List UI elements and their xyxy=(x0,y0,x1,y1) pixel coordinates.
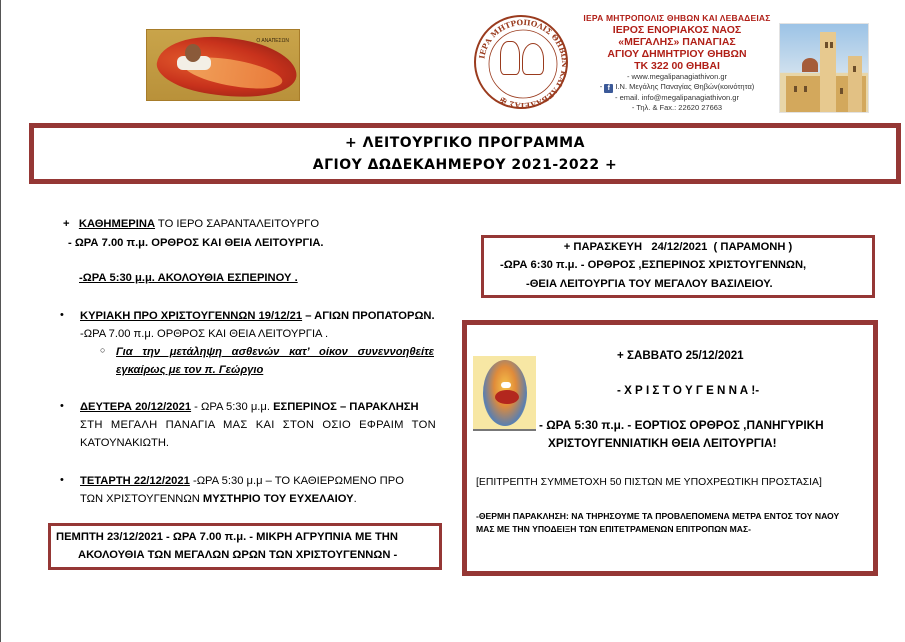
friday-box xyxy=(481,235,875,298)
bullet-icon: • xyxy=(60,474,64,486)
church-window xyxy=(840,88,843,94)
email-link[interactable]: - email. info@megalipanagiathivon.gr xyxy=(615,93,739,102)
church-info-block xyxy=(572,13,782,113)
request-line-2: ΜΑΣ ΜΕ ΤΗΝ ΥΠΟΔΕΙΞΗ ΤΩΝ ΕΠΙΤΕΤΡΑΜΕΝΩΝ ΕΠΙΤΡΟΠΩΝ ΜΑΣ- xyxy=(476,524,751,534)
church-dome xyxy=(802,58,818,72)
icon-head xyxy=(185,44,201,62)
monday-date: ΔΕΥΤΕΡΑ 20/12/2021 xyxy=(80,401,192,413)
attendance-notice: [ΕΠΙΤΡΕΠΤΗ ΣΥΜΜΕΤΟΧΗ 50 ΠΙΣΤΩΝ ΜΕ ΥΠΟΧΡΕΩΤΙΚΗ ΠΡΟΣΤΑΣΙΑ] xyxy=(476,477,822,488)
wednesday-line-2 xyxy=(80,492,357,507)
nativity-christ-child xyxy=(501,382,511,388)
daily-vespers: -ΩΡΑ 5:30 μ.μ. ΑΚΟΛΟΥΘΙΑ ΕΣΠΕΡΙΝΟΥ . xyxy=(79,272,298,284)
church-bell-tower-main xyxy=(820,32,836,113)
seal-figures xyxy=(500,39,546,79)
sunday-note-line-2: εγκαίρως με τον π. Γεώργιο xyxy=(116,364,264,376)
postal-code: ΤΚ 322 00 ΘΗΒΑΙ xyxy=(634,60,720,72)
daily-morning: - ΩΡΑ 7.00 π.μ. ΟΡΘΡΟΣ ΚΑΙ ΘΕΙΑ ΛΕΙΤΟΥΡΓΙΑ. xyxy=(68,237,324,249)
monday-line-3: ΚΑΤΟΥΝΑΚΙΩΤΗ. xyxy=(80,437,170,449)
monday-service: ΕΣΠΕΡΙΝΟΣ – ΠΑΡΑΚΛΗΣΗ xyxy=(273,401,419,413)
monday-time: - ΩΡΑ 5:30 μ.μ. xyxy=(191,401,274,413)
facebook-link[interactable] xyxy=(572,82,782,93)
request-line-1: -ΘΕΡΜΗ ΠΑΡΑΚΛΗΣΗ: ΝΑ ΤΗΡΗΣΟΥΜΕ ΤΑ ΠΡΟΒΛΕΠΟΜΕΝΑ ΜΕΤΡΑ ΕΝΤΟΣ ΤΟΥ ΝΑΟΥ xyxy=(476,511,840,521)
sunday-feast: – ΑΓΙΩΝ ΠΡΟΠΑΤΟΡΩΝ. xyxy=(302,310,435,322)
thursday-box xyxy=(48,523,442,570)
page-left-edge xyxy=(0,0,1,642)
facebook-icon: f xyxy=(604,84,613,93)
sunday-service: -ΩΡΑ 7.00 π.μ. ΟΡΘΡΟΣ ΚΑΙ ΘΕΙΑ ΛΕΙΤΟΥΡΓΙΑ . xyxy=(80,328,329,340)
parish-saint: ΑΓΙΟΥ ΔΗΜΗΤΡΙΟΥ ΘΗΒΩΝ xyxy=(607,48,747,60)
wednesday-sacrament: ΜΥΣΤΗΡΙΟ ΤΟΥ ΕΥΧΕΛΑΙΟΥ xyxy=(202,493,354,505)
seal-figure-virgin xyxy=(500,41,520,75)
christmas-title: - Χ Ρ Ι Σ Τ Ο Υ Γ Ε Ν Ν Α !- xyxy=(617,384,760,397)
wednesday-end: . xyxy=(353,493,357,505)
church-window xyxy=(853,66,856,72)
christmas-service-line-1: - ΩΡΑ 5:30 π.μ. - ΕΟΡΤΙΟΣ ΟΡΘΡΟΣ ,ΠΑΝΗΓΥΡΙΚΗ xyxy=(539,418,824,432)
seal-figure-saint xyxy=(522,43,544,75)
daily-heading-rest: ΤΟ ΙΕΡΟ ΣΑΡΑΝΤΑΛΕΙΤΟΥΡΓΟ xyxy=(155,218,320,230)
metropolis-name: ΙΕΡΑ ΜΗΤΡΟΠΟΛΙΣ ΘΗΒΩΝ ΚΑΙ ΛΕΒΑΔΕΙΑΣ xyxy=(583,13,771,23)
title-banner xyxy=(29,123,901,184)
facebook-label: Ι.Ν. Μεγάλης Παναγίας Θηβών(κοινότητα) xyxy=(613,82,755,91)
wednesday-date: ΤΕΤΑΡΤΗ 22/12/2021 xyxy=(80,475,190,487)
website-link[interactable]: - www.megalipanagiathivon.gr xyxy=(626,72,728,81)
title-line-2: ΑΓΙΟΥ ΔΩΔΕΚΑΗΜΕΡΟΥ 2021-2022 + xyxy=(312,157,618,173)
bullet-icon: • xyxy=(60,400,64,412)
wednesday-time: -ΩΡΑ 5:30 μ.μ – ΤΟ ΚΑΘΙΕΡΩΜΕΝΟ ΠΡΟ xyxy=(189,475,404,487)
facebook-prefix: - xyxy=(599,82,605,91)
church-window xyxy=(794,86,797,92)
monday-line-2: ΣΤΗ ΜΕΓΑΛΗ ΠΑΝΑΓΙΑ ΜΑΣ ΚΑΙ ΣΤΟΝ ΟΣΙΟ ΕΦΡΑΙΜ ΤΟΝ xyxy=(80,419,436,431)
sub-bullet-icon: ○ xyxy=(100,345,106,355)
sunday-note-line-1: Για την μετάληψη ασθενών κατ’ οίκον συνεννοηθείτε xyxy=(116,346,434,358)
svg-text:ΙΕΡΑ ΜΗΤΡΟΠΟΛΙΣ ΘΗΒΩΝ ΚΑΙ ΛΕΒΑ: ΙΕΡΑ ΜΗΤΡΟΠΟΛΙΣ ΘΗΒΩΝ ΚΑΙ ΛΕΒΑΔΕΙΑΣ ✠ xyxy=(477,17,570,111)
parish-type: ΙΕΡΟΣ ΕΝΟΡΙΑΚΟΣ ΝΑΟΣ xyxy=(612,24,742,36)
christmas-service-line-2: ΧΡΙΣΤΟΥΓΕΝΝΙΑΤΙΚΗ ΘΕΙΑ ΛΕΙΤΟΥΡΓΙΑ! xyxy=(548,436,777,450)
wednesday-heading xyxy=(80,474,404,489)
sunday-heading xyxy=(80,309,435,324)
daily-heading xyxy=(63,217,319,232)
thursday-line-1: ΠΕΜΠΤΗ 23/12/2021 - ΩΡΑ 7.00 π.μ. - ΜΙΚΡΗ ΑΓΡΥΠΝΙΑ ΜΕ ΤΗΝ xyxy=(56,531,398,543)
friday-line-3: -ΘΕΙΑ ΛΕΙΤΟΥΡΓΙΑ ΤΟΥ ΜΕΓΑΛΟΥ ΒΑΣΙΛΕΙΟΥ. xyxy=(526,278,773,290)
christ-anapeson-icon-image xyxy=(146,29,300,101)
bullet-icon: • xyxy=(60,309,64,321)
church-bell-tower-side xyxy=(848,56,862,113)
friday-heading: + ΠΑΡΑΣΚΕΥΗ 24/12/2021 ( ΠΑΡΑΜΟΝΗ ) xyxy=(563,241,793,253)
nativity-icon-image xyxy=(473,356,536,431)
phone-number: - Τηλ. & Fax.: 22620 27663 xyxy=(631,103,723,112)
metropolis-seal-logo xyxy=(474,15,568,109)
monday-heading xyxy=(80,400,419,415)
church-photo xyxy=(779,23,869,113)
daily-label: ΚΑΘΗΜΕΡΙΝΑ xyxy=(78,218,156,230)
church-window xyxy=(825,42,828,48)
plus-marker: + xyxy=(63,218,70,230)
nativity-virgin-mary xyxy=(495,390,519,404)
thursday-line-2: ΑΚΟΛΟΥΘΙΑ ΤΩΝ ΜΕΓΑΛΩΝ ΩΡΩΝ ΤΩΝ ΧΡΙΣΤΟΥΓΕΝΝΩΝ - xyxy=(78,549,398,561)
title-line-1: + ΛΕΙΤΟΥΡΓΙΚΟ ΠΡΟΓΡΑΜΜΑ xyxy=(345,135,585,151)
sunday-date: ΚΥΡΙΑΚΗ ΠΡΟ ΧΡΙΣΤΟΥΓΕΝΝΩΝ 19/12/21 xyxy=(80,310,303,322)
friday-line-2: -ΩΡΑ 6:30 π.μ. - ΟΡΘΡΟΣ ,ΕΣΠΕΡΙΝΟΣ ΧΡΙΣΤΟΥΓΕΝΝΩΝ, xyxy=(500,259,807,271)
icon-caption: Ο ΑΝΑΠΕΣΩΝ xyxy=(256,38,289,44)
church-window xyxy=(804,86,807,92)
parish-name: «ΜΕΓΑΛΗΣ» ΠΑΝΑΓΙΑΣ xyxy=(618,36,736,48)
wednesday-plain: ΤΩΝ ΧΡΙΣΤΟΥΓΕΝΝΩΝ xyxy=(80,493,203,505)
church-window xyxy=(830,42,833,48)
saturday-heading: + ΣΑΒΒΑΤΟ 25/12/2021 xyxy=(617,349,744,362)
